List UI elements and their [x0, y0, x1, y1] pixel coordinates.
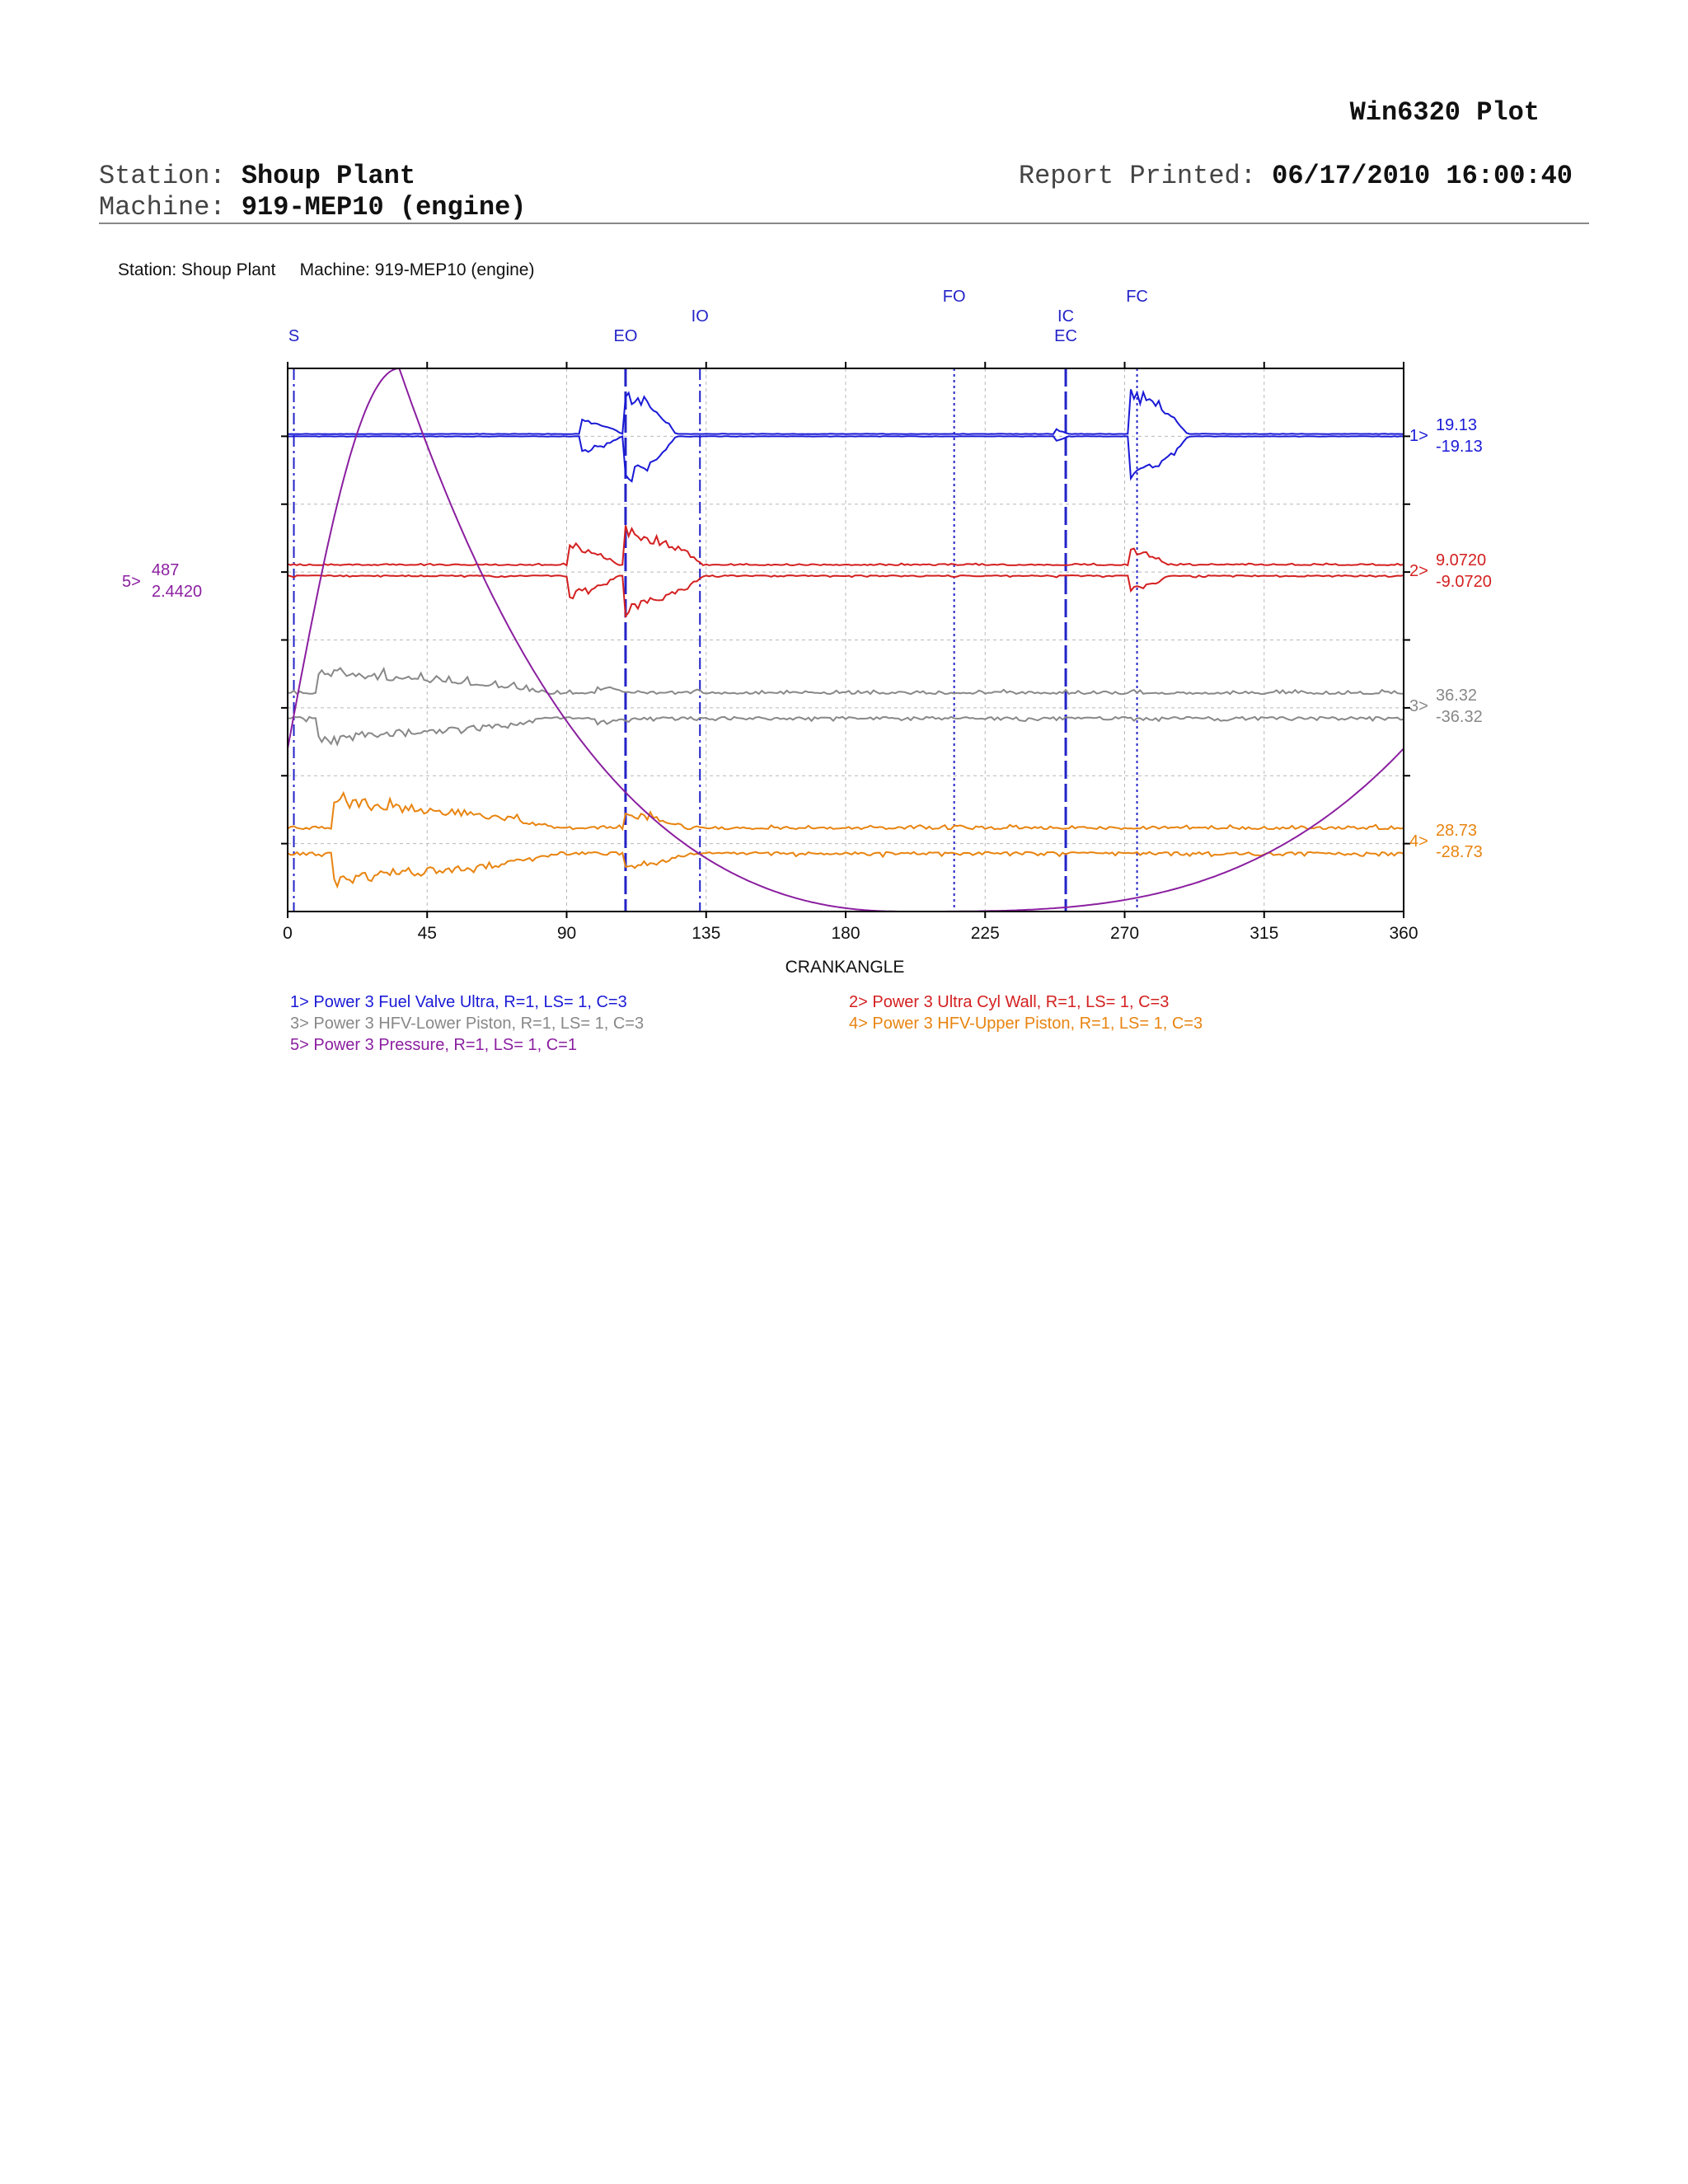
legend-entry-4: 4> Power 3 HFV-Upper Piston, R=1, LS= 1, C=3 — [849, 1015, 1203, 1033]
series-3-marker: 3> — [1409, 697, 1428, 715]
x-tick-label: 90 — [556, 924, 577, 943]
scale-label-layer — [122, 416, 1492, 861]
grid-layer — [288, 368, 1404, 912]
series-4-scale-min: -28.73 — [1436, 843, 1483, 861]
x-tick-label: 0 — [283, 924, 293, 943]
station-label: Station: — [99, 161, 226, 191]
event-marker-label: S — [288, 327, 300, 345]
series-1-scale-min: -19.13 — [1436, 438, 1483, 456]
x-tick-label: 315 — [1250, 924, 1279, 943]
legend-entry-3: 3> Power 3 HFV-Lower Piston, R=1, LS= 1, C=3 — [290, 1015, 645, 1033]
series-3-scale-max: 36.32 — [1436, 687, 1478, 705]
machine-label: Machine: — [99, 192, 226, 223]
series-2-scale-max: 9.0720 — [1436, 551, 1487, 569]
legend-entry-2: 2> Power 3 Ultra Cyl Wall, R=1, LS= 1, C=3 — [849, 993, 1170, 1011]
event-marker-label: IC — [1057, 307, 1075, 326]
series-4-marker: 4> — [1409, 832, 1428, 851]
x-tick-label: 135 — [692, 924, 721, 943]
x-tick-label: 360 — [1389, 924, 1418, 943]
printed-label: Report Printed: — [1018, 161, 1256, 191]
x-tick-label: 270 — [1109, 924, 1140, 943]
event-marker-label: EC — [1054, 327, 1077, 345]
series-5-scale-min: 2.4420 — [152, 583, 203, 601]
chart-subtitle: Station: Shoup Plant Machine: 919-MEP10 (engine) — [118, 260, 535, 279]
series-2-upper-trace — [288, 526, 1404, 566]
legend — [290, 993, 1203, 1054]
machine-value: 919-MEP10 (engine) — [241, 192, 527, 223]
axis-layer — [281, 362, 1418, 943]
series-2-marker: 2> — [1409, 562, 1428, 580]
station-value: Shoup Plant — [241, 161, 416, 191]
x-tick-label: 225 — [970, 924, 1000, 943]
series-5-scale-max: 487 — [152, 561, 180, 579]
series-1-marker: 1> — [1409, 427, 1428, 445]
event-marker-label: EO — [613, 327, 638, 345]
legend-entry-5: 5> Power 3 Pressure, R=1, LS= 1, C=1 — [290, 1036, 577, 1054]
legend-entry-1: 1> Power 3 Fuel Valve Ultra, R=1, LS= 1, C=3 — [290, 993, 627, 1011]
printed-value: 06/17/2010 16:00:40 — [1272, 161, 1573, 191]
series-2-scale-min: -9.0720 — [1436, 573, 1492, 591]
event-marker-label: FC — [1126, 288, 1148, 306]
series-3-scale-min: -36.32 — [1436, 708, 1483, 726]
series-1-scale-max: 19.13 — [1436, 416, 1478, 434]
series-5-marker: 5> — [122, 573, 141, 591]
report-title: Win6320 Plot — [1349, 97, 1540, 128]
event-marker-label: FO — [942, 288, 966, 306]
x-tick-label: 45 — [417, 924, 437, 943]
series-4-scale-max: 28.73 — [1436, 822, 1478, 840]
x-axis-label: CRANKANGLE — [785, 958, 905, 977]
event-marker-label: IO — [691, 307, 709, 326]
x-tick-label: 180 — [831, 924, 860, 943]
event-marker-layer — [288, 288, 1148, 912]
